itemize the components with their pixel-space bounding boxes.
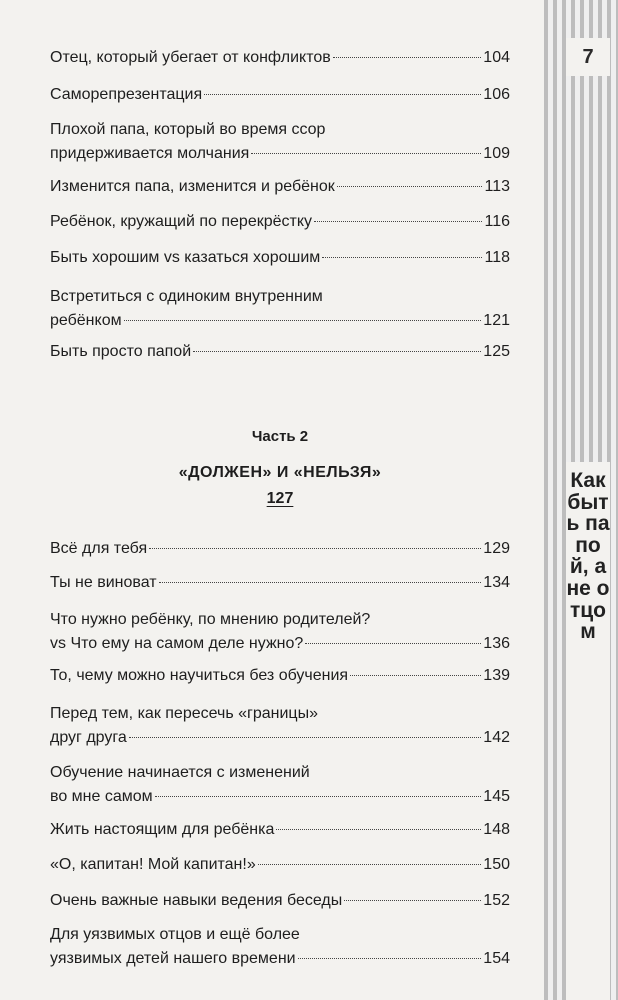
leader-dots — [159, 582, 482, 583]
toc-entry-title: Всё для тебя — [50, 540, 148, 557]
toc-entry-page: 134 — [483, 574, 510, 591]
toc-entry-page: 109 — [483, 145, 510, 162]
toc-entry-page: 150 — [483, 856, 510, 873]
toc-entry — [50, 537, 510, 561]
toc-entry — [50, 818, 510, 842]
toc-entry-page: 118 — [484, 249, 510, 266]
toc-entry — [50, 853, 510, 877]
toc-entry-title: Жить настоящим для ребёнка — [50, 821, 275, 838]
toc-entry — [50, 118, 510, 166]
toc-entry-page: 148 — [483, 821, 510, 838]
toc-entry-page: 152 — [483, 892, 510, 909]
part-page-number — [50, 490, 510, 508]
toc-entry-page: 154 — [483, 950, 510, 967]
toc-entry-title-line1: Встретиться с одиноким внутренним — [50, 288, 323, 305]
leader-dots — [344, 900, 481, 901]
toc-entry-title: То, чему можно научиться без обучения — [50, 667, 349, 684]
toc-entry-title: Ребёнок, кружащий по перекрёстку — [50, 213, 313, 230]
toc-entry — [50, 761, 510, 809]
toc-entry-title: Быть хорошим vs казаться хорошим — [50, 249, 321, 266]
leader-dots — [124, 320, 482, 321]
toc-entry-title-line1: Обучение начинается с изменений — [50, 764, 310, 781]
part-title: «ДОЛЖЕН» И «НЕЛЬЗЯ» — [178, 464, 382, 481]
page-number: 7 — [566, 38, 610, 76]
toc-entry — [50, 210, 510, 234]
leader-dots — [276, 829, 481, 830]
toc-entry — [50, 46, 510, 70]
leader-dots — [155, 796, 482, 797]
spine-title-box — [566, 462, 610, 1000]
toc-entry-page: 136 — [483, 635, 510, 652]
part-page-value: 127 — [266, 490, 294, 507]
toc-entry-page: 142 — [483, 729, 510, 746]
toc-entry — [50, 340, 510, 364]
toc-entry-page: 113 — [484, 178, 510, 195]
toc-entry — [50, 285, 510, 333]
toc-entry-page: 125 — [483, 343, 510, 360]
toc-entry — [50, 923, 510, 971]
leader-dots — [350, 675, 481, 676]
toc-entry — [50, 664, 510, 688]
leader-dots — [322, 257, 482, 258]
leader-dots — [204, 94, 481, 95]
toc-entry-title: уязвимых детей нашего времени — [50, 950, 296, 967]
leader-dots — [193, 351, 481, 352]
toc-entry-title: vs Что ему на самом деле нужно? — [50, 635, 304, 652]
toc-entry-title: ребёнком — [50, 312, 122, 329]
toc-entry — [50, 702, 510, 750]
toc-entry-title: Саморепрезентация — [50, 86, 203, 103]
leader-dots — [337, 186, 483, 187]
toc-entry-page: 121 — [483, 312, 510, 329]
leader-dots — [251, 153, 481, 154]
toc-entry-page: 139 — [483, 667, 510, 684]
leader-dots — [314, 221, 482, 222]
leader-dots — [298, 958, 482, 959]
toc-entry-title: придерживается молчания — [50, 145, 250, 162]
toc-entry-title: Быть просто папой — [50, 343, 192, 360]
spine-title: Как быть папой, а не отцом — [566, 469, 612, 644]
toc-entry-title: «О, капитан! Мой капитан!» — [50, 856, 256, 873]
toc-entry — [50, 246, 510, 270]
part-label: Часть 2 — [251, 428, 309, 445]
toc-entry-title-line1: Плохой папа, который во время ссор — [50, 121, 326, 138]
leader-dots — [149, 548, 481, 549]
toc-entry — [50, 608, 510, 656]
toc-entry-page: 106 — [483, 86, 510, 103]
toc-entry-page: 129 — [483, 540, 510, 557]
leader-dots — [258, 864, 482, 865]
toc-entry-title-line1: Что нужно ребёнку, по мнению родителей? — [50, 611, 371, 628]
toc-entry — [50, 571, 510, 595]
toc-entry-title: Изменится папа, изменится и ребёнок — [50, 178, 335, 195]
toc-entry-title: во мне самом — [50, 788, 153, 805]
leader-dots — [305, 643, 481, 644]
toc-entry — [50, 175, 510, 199]
toc-entry-title: друг друга — [50, 729, 127, 746]
leader-dots — [333, 57, 482, 58]
leader-dots — [129, 737, 482, 738]
toc-entry-page: 104 — [483, 49, 510, 66]
toc-entry-title: Очень важные навыки ведения беседы — [50, 892, 343, 909]
toc-entry — [50, 83, 510, 107]
toc-entry-title-line1: Перед тем, как пересечь «границы» — [50, 705, 318, 722]
toc-entry — [50, 889, 510, 913]
toc-entry-page: 116 — [484, 213, 510, 230]
toc-entry-title: Отец, который убегает от конфликтов — [50, 49, 331, 66]
toc-entry-title: Ты не виноват — [50, 574, 157, 591]
toc-entry-title-line1: Для уязвимых отцов и ещё более — [50, 926, 300, 943]
toc-entry-page: 145 — [483, 788, 510, 805]
